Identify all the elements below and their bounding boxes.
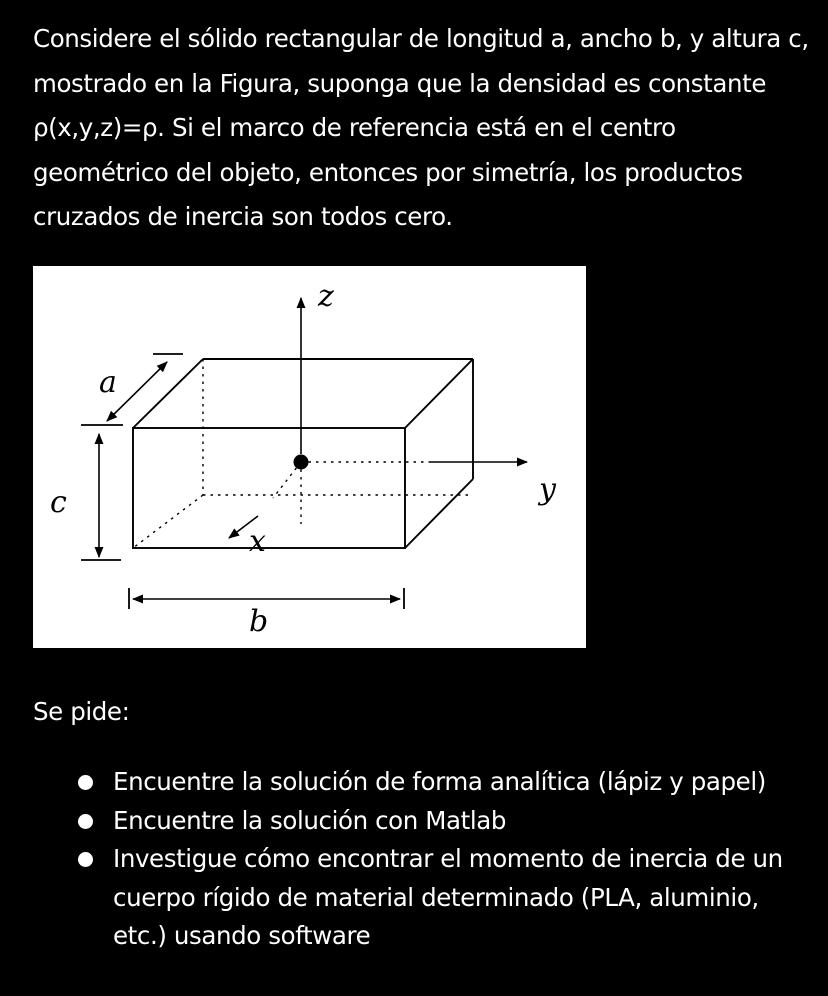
bullet-icon <box>78 814 93 829</box>
dimension-c <box>81 434 121 560</box>
hidden-edges <box>133 359 471 548</box>
task-item-matlab <box>0 802 828 841</box>
task-list <box>0 763 828 956</box>
task-text: Encuentre la solución con Matlab <box>113 805 506 835</box>
y-axis-label: y <box>539 472 556 507</box>
task-text: Encuentre la solución de forma analítica (lápiz y papel) <box>113 767 766 796</box>
task-text: Investigue cómo encontrar el momento de inercia de un cuerpo rígido de material determinado (PLA, aluminio, etc.) usando software <box>113 844 783 950</box>
bullet-icon <box>78 852 93 867</box>
c-dimension-label: c <box>50 485 67 520</box>
b-dimension-label: b <box>249 604 269 639</box>
dimension-a <box>81 354 183 425</box>
bullet-icon <box>78 775 93 790</box>
rectangular-solid-figure <box>33 266 586 648</box>
origin-point <box>294 455 309 470</box>
intro-paragraph: Considere el sólido rectangular de longitud a, ancho b, y altura c, mostrado en la Figura, suponga que la densidad es constante ρ(x,y,z)=ρ. Si el marco de referencia está en el centro geométrico del objeto, entonces por simetría, los productos cruzados de inercia son todos cero. <box>33 24 809 231</box>
x-axis-label: x <box>249 524 266 559</box>
task-item-software <box>0 840 828 956</box>
task-item-analytic <box>0 763 828 802</box>
box-edges <box>133 359 473 548</box>
z-axis-label: z <box>318 279 334 314</box>
request-heading: Se pide: <box>33 697 130 726</box>
a-dimension-label: a <box>99 365 117 400</box>
